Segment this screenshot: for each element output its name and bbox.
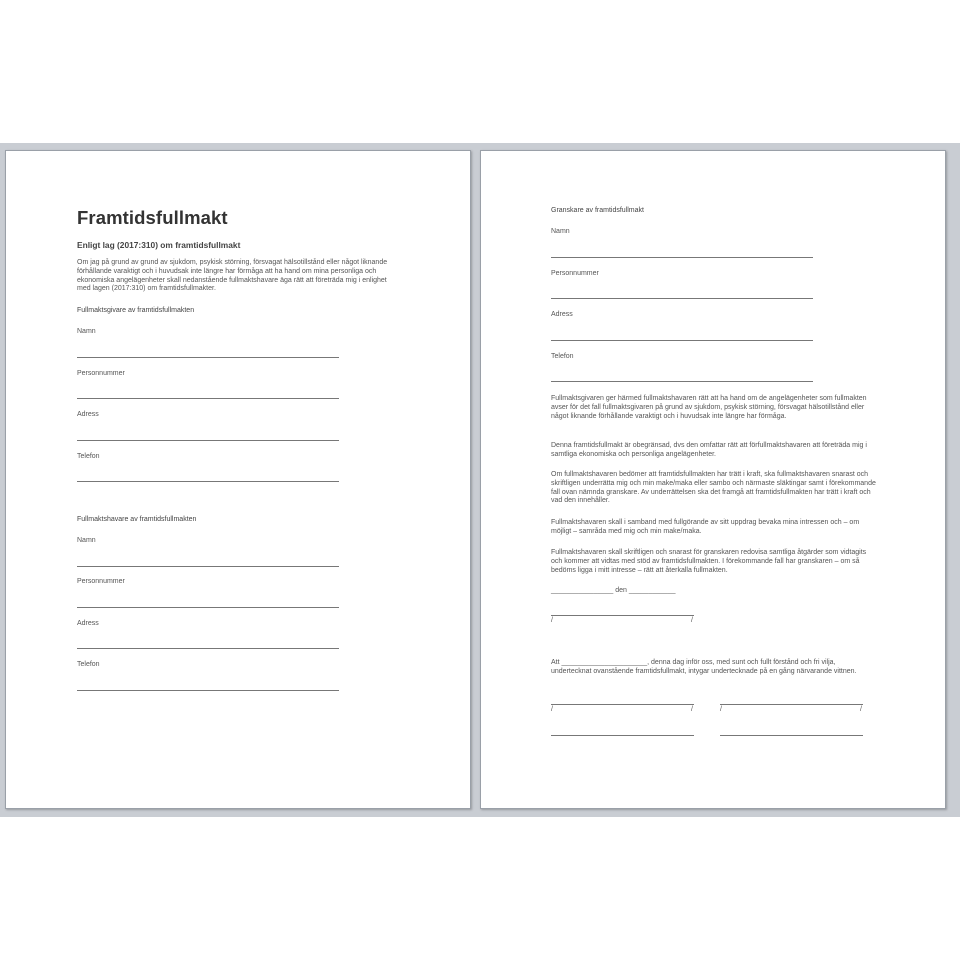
witness-attestation: Att ______________________, denna dag inför oss, med sunt och fullt förstånd och fri vilja, undertecknat ovanstående framtidsfullmakt, intygar undertecknade på en gång närvarande vittnen.	[551, 659, 857, 675]
witness-1-name-line	[551, 735, 694, 736]
field-line-telefon	[77, 481, 339, 482]
field-label-namn: Namn	[77, 328, 96, 335]
paragraph-rights: Fullmaktsgivaren ger härmed fullmaktshavaren rätt att ha hand om de angelägenheter som fullmakten avser för det fall fullmaktsgivaren på grund av sjukdom, psykisk störning, försvagat hälsotillstånd eller något liknande förhållande varaktigt och i huvudsak inte längre har förmåga.	[551, 395, 867, 420]
field-line-adress	[77, 440, 339, 441]
intro-paragraph: Om jag på grund av grund av sjukdom, psykisk störning, försvagat hälsotillstånd eller något liknande förhållande varaktigt och i huvudsak inte längre har förmåga att ha hand om mina personliga och ekonomiska angelägenheter skall nedanstående fullmaktshavare äga rätt att företräda mig i enlighet med lagen (2017:310) om framtidsfullmakter.	[77, 259, 388, 293]
field-label-personnummer: Personnummer	[551, 270, 599, 277]
witness-1-signature-line	[551, 704, 694, 705]
field-label-personnummer: Personnummer	[77, 578, 125, 585]
witness-1-slash-left: /	[551, 706, 553, 713]
paragraph-notification: Om fullmaktshavaren bedömer att framtidsfullmakten har trätt i kraft, ska fullmaktshavaren snarast och skriftligen underrätta mig och min make/maka eller sambo och närmaste släktingar samt i förekommande fall ovan nämnda granskare. Av underrättelsen ska det framgå att framtidsfullmakten har trätt i kraft och vad den innehåller.	[551, 471, 876, 505]
document-page-2	[480, 150, 946, 809]
signature-line-principal	[551, 615, 694, 616]
date-place-line: ________________ den ____________	[551, 587, 676, 594]
field-label-adress: Adress	[77, 411, 99, 418]
field-line-namn	[77, 566, 339, 567]
field-line-namn	[551, 257, 813, 258]
field-label-adress: Adress	[77, 620, 99, 627]
field-line-adress	[551, 340, 813, 341]
field-label-adress: Adress	[551, 311, 573, 318]
field-label-telefon: Telefon	[77, 453, 100, 460]
section-heading-granskare: Granskare av framtidsfullmakt	[551, 207, 644, 214]
document-subtitle: Enligt lag (2017:310) om framtidsfullmakt	[77, 240, 241, 250]
field-label-namn: Namn	[551, 228, 570, 235]
field-line-adress	[77, 648, 339, 649]
section-heading-fullmaktsgivare: Fullmaktsgivare av framtidsfullmakten	[77, 307, 195, 314]
field-label-telefon: Telefon	[77, 661, 100, 668]
field-line-namn	[77, 357, 339, 358]
document-page-1	[5, 150, 471, 809]
field-label-personnummer: Personnummer	[77, 370, 125, 377]
field-label-telefon: Telefon	[551, 353, 574, 360]
paragraph-reporting: Fullmaktshavaren skall skriftligen och snarast för granskaren redovisa samtliga åtgärder som vidtagits och kommer att vidtas med stöd av framtidsfullmakten. I förekommande fall har granskaren – om så bedöms ligga i mitt intresse – rätt att återkalla fullmakten.	[551, 549, 867, 574]
witness-2-name-line	[720, 735, 863, 736]
field-line-personnummer	[551, 298, 813, 299]
signature-slash-left: /	[551, 617, 553, 624]
field-label-namn: Namn	[77, 537, 96, 544]
witness-2-slash-right: /	[860, 706, 862, 713]
witness-2-slash-left: /	[720, 706, 722, 713]
paragraph-duties: Fullmaktshavaren skall i samband med fullgörande av sitt uppdrag bevaka mina intressen och – om möjligt – samråda med mig och min make/maka.	[551, 519, 860, 535]
section-heading-fullmaktshavare: Fullmaktshavare av framtidsfullmakten	[77, 516, 197, 523]
field-line-personnummer	[77, 607, 339, 608]
witness-1-slash-right: /	[691, 706, 693, 713]
document-title: Framtidsfullmakt	[77, 207, 228, 228]
paragraph-scope: Denna framtidsfullmakt är obegränsad, dvs den omfattar rätt att förfullmaktshavaren att företräda mig i samtliga ekonomiska och personliga angelägenheter.	[551, 442, 867, 458]
field-line-telefon	[551, 381, 813, 382]
field-line-personnummer	[77, 398, 339, 399]
field-line-telefon	[77, 690, 339, 691]
witness-2-signature-line	[720, 704, 863, 705]
signature-slash-right: /	[691, 617, 693, 624]
